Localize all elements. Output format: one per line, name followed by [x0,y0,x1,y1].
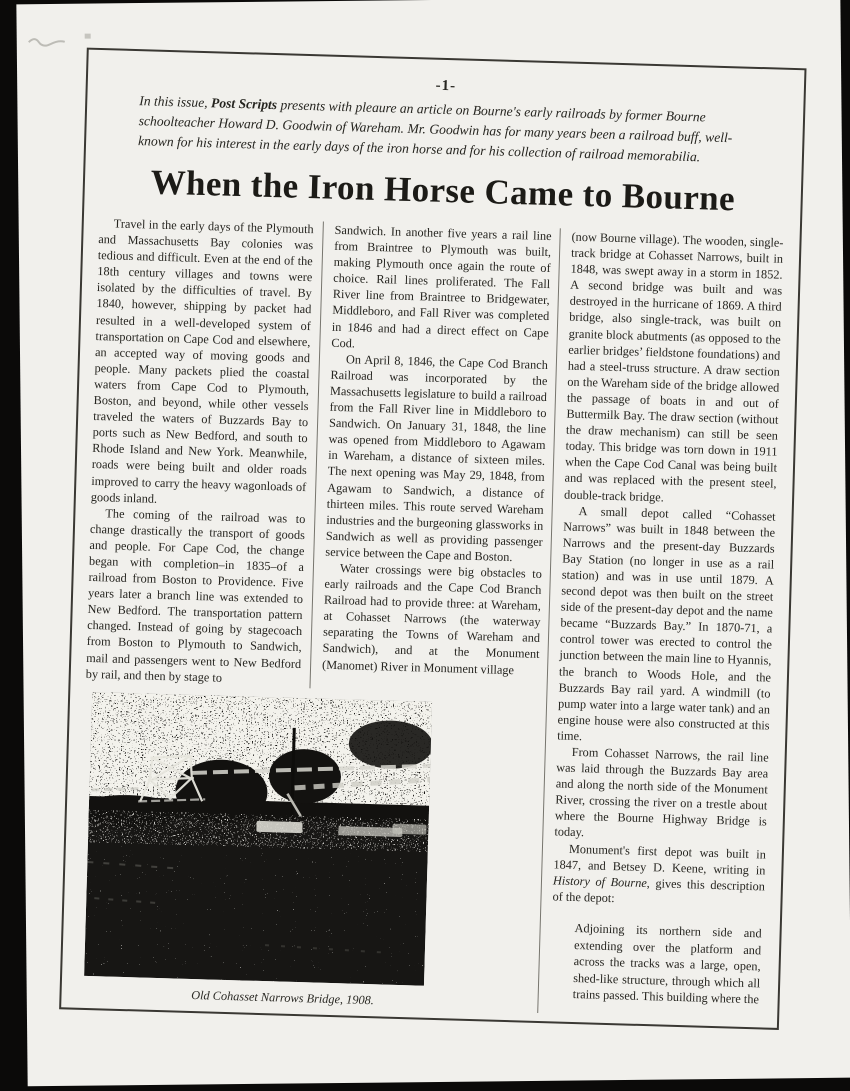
paragraph: On April 8, 1846, the Cape Cod Branch Railroad was incorporated by the Massachusetts legislature to build a railroad from the Fall River line in Middleboro to Sandwich. On January 31, 1848, the line was opened from Middleboro to Agawam in Wareham, a distance of sixteen miles. The next opening was May 29, 1848, from Agawam to Sandwich, a distance of thirteen miles. This route served Wareham industries and the burgeoning glassworks in Sandwich as well as providing passenger service between the Cape and Boston. [325,351,549,564]
paragraph: From Cohasset Narrows, the rail line was laid through the Buzzards Bay area and along the north side of the Monument River, crossing the river on a trestle about where the Bourne Highway Bridge is today. [554,744,769,840]
paragraph: Sandwich. In another five years a rail line from Braintree to Plymouth was built, making Plymouth once again the route of choice. Rail lines proliferated. The Fall River line from Braintree to Bridgewater, Middleboro, and Fall River was completed in 1846 and had a direct effect on Cape Cod. [331,222,552,351]
photo-block [83,692,432,1010]
paragraph: Travel in the early days of the Plymouth and Massachusetts Bay colonies was tedious and difficult. Even at the end of the 18th century villages and towns were isolated by the difficulties of travel. By 1840, however, shipping by packet had resulted in a well-developed system of transportation on Cape Cod and elsewhere, an accepted way of moving goods and people. Many packets plied the coastal waters from Cape Cod to Plymouth, Boston, and beyond, while other vessels traveled the waters of Buzzards Bay to ports such as New Bedford, and south to Rhode Island and New York. Meanwhile, roads were being built and older roads improved to carry the heavy wagonloads of goods inland. [90,216,314,506]
paragraph: The coming of the railroad was to change drastically the transport of goods and people. For Cape Cod, the change began with completion–in 1835–of a railroad from Boston to Providence. Five years later a branch line was extended to New Bedford. The transportation pattern changed. Instead of going by stagecoach from Boston to Plymouth to Sandwich, mail and passengers went to New Bedford by rail, and then by stage to [85,506,306,685]
quote-text: Adjoining its northern side and extending over the platform and across the tracks was a large, open, shed-like structure, through which all trains passed. This building where the [572,920,762,1007]
left-column-group [73,215,559,1013]
bridge-photo [84,692,432,986]
book-title-history-of-bourne: History of Bourne [552,873,648,890]
page-number: -1- [435,77,457,95]
column-1 [83,215,324,688]
column-2 [310,222,559,695]
paragraph-text: Monument's first depot was built in 1847, and Betsey D. Keene, writing in [553,841,767,878]
paragraph: Water crossings were big obstacles to early railroads and the Cape Cod Branch Railroad had to provide three: at Wareham, at Cohasset Narrows (the waterway separating the Towns of Wareham and Sandwich), and at the Monument (Manomet) River in Monument village [321,561,543,677]
paragraph: (now Bourne village). The wooden, single-track bridge at Cohasset Narrows, built in 1848, was swept away in a storm in 1852. A second bridge was built and was destroyed in the hurricane of 1869. A third bridge, also single-track, was built on granite block abutments (as opposed to the earlier bridges’ fieldstone foundations) and had a steel-truss structure. A draw section on the Wareham side of the bridge allowed the passage of boats in and out of Buttermilk Bay. The draw section (without the draw mechanism) can still be seen today. This bridge was torn down in 1911 when the Cape Cod Canal was being built and was replaced with the present steel, double-track bridge. [563,229,784,504]
paragraph [552,840,766,910]
article-title: When the Iron Horse Came to Bourne [150,162,736,219]
intro-post-scripts: Post Scripts [210,95,278,113]
issue-intro [138,91,765,169]
intro-post: presents with pleaure an article on Bourne's early railroads by former Bourne schoolteacher Howard D. Goodwin of Wareham. Mr. Goodwin has for many years been a railroad buff, well-known for his interest in the early days of the iron horse and for his collection of railroad memorabilia. [137,97,733,165]
paragraph: A small depot called “Cohasset Narrows” was built in 1848 between the Narrows and the present-day Buzzards Bay Station (no longer in use as a rail station) and was in use until 1879. A second depot was then built on the street side of the present-day depot and the name became “Buzzards Bay.” In 1870-71, a control tower was erected to control the junction between the main line to Hyannis, the branch to Woods Hole, and the Buzzards Bay rail yard. A windmill (to pump water into a large water tank) and an engine house were also constructed at this time. [557,503,776,744]
column-3 [537,228,788,1019]
depot-quote [573,920,762,1008]
intro-pre: In this issue, [139,93,212,111]
article-columns [73,215,787,1019]
two-column-text [83,215,560,695]
page-frame [59,48,806,1030]
page-content [61,50,804,1020]
photo-caption: Old Cohasset Narrows Bridge, 1908. [191,987,375,1007]
paragraph-text: , gives this description of the depot: [552,875,766,906]
paper-sheet [16,0,850,1086]
